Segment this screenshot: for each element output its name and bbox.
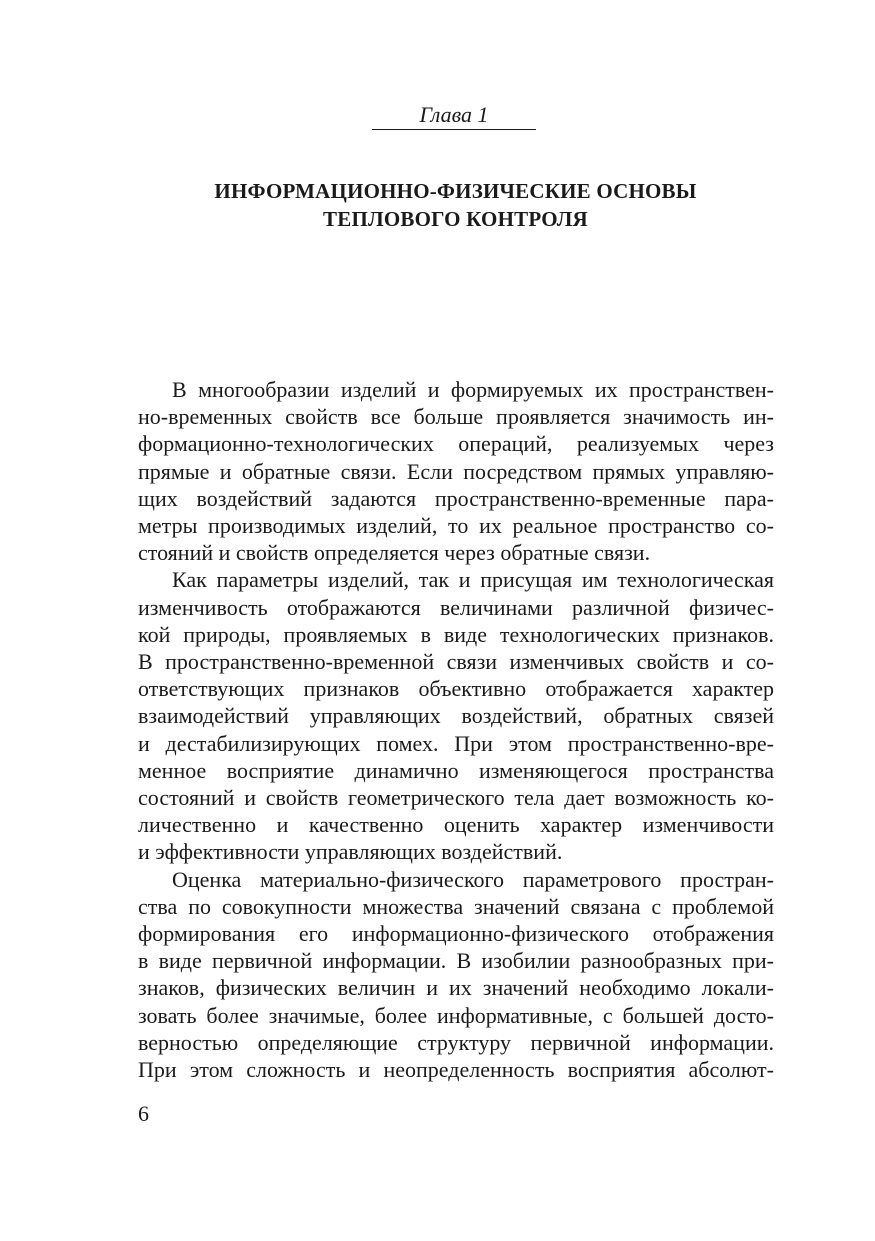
text-line: В многообразии изделий и формируемых их пространствен- <box>172 377 774 402</box>
chapter-label: Глава 1 <box>419 102 489 127</box>
chapter-title-line-1: ИНФОРМАЦИОННО-ФИЗИЧЕСКИЕ ОСНОВЫ <box>214 179 697 203</box>
text-line: и эффективности управляющих воздействий. <box>138 839 563 865</box>
text-line: ства по совокупности множества значений связана с проблемой <box>138 893 774 919</box>
text-line: Как параметры изделий, так и присущая им технологическая <box>172 567 774 593</box>
text-line: При этом сложность и неопределенность восприятия абсолют- <box>138 1057 774 1083</box>
text-line: в виде первичной информации. В изобилии разнообразных при- <box>138 948 774 974</box>
text-line: Оценка материально-физического параметрового простран- <box>172 866 774 892</box>
text-line: знаков, физических величин и их значений необходимо локали- <box>138 975 774 1001</box>
text-line: метры производимых изделий, то их реальное пространство со- <box>138 513 774 539</box>
chapter-title-line-2: ТЕПЛОВОГО КОНТРОЛЯ <box>323 207 588 231</box>
text-line: менное восприятие динамично изменяющегося пространства <box>138 757 774 783</box>
body-text <box>138 376 774 1083</box>
text-line: зовать более значимые, более информативные, с большей досто- <box>138 1002 774 1028</box>
text-line: верностью определяющие структуру первичной информации. <box>138 1029 774 1055</box>
text-line: состояний и свойств геометрического тела дает возможность ко- <box>138 785 774 811</box>
text-line: прямые и обратные связи. Если посредством прямых управляю- <box>138 458 774 484</box>
text-line: формационно-технологических операций, реализуемых через <box>138 431 774 457</box>
text-line: стояний и свойств определяется через обратные связи. <box>138 540 651 566</box>
paragraph-3 <box>138 866 774 1084</box>
text-line: формирования его информационно-физического отображения <box>138 921 774 947</box>
paragraph-1 <box>138 376 774 566</box>
text-line: ответствующих признаков объективно отображается характер <box>138 676 774 702</box>
chapter-label-underline <box>372 129 536 130</box>
text-line: личественно и качественно оценить характер изменчивости <box>138 812 774 838</box>
text-line: но-временных свойств все больше проявляется значимость ин- <box>138 404 774 430</box>
text-line: кой природы, проявляемых в виде технологических признаков. <box>138 621 774 647</box>
text-line: В пространственно-временной связи изменчивых свойств и со- <box>138 649 774 675</box>
text-line: изменчивость отображаются величинами различной физичес- <box>138 594 774 620</box>
text-line: взаимодействий управляющих воздействий, обратных связей <box>138 703 774 729</box>
text-line: и дестабилизирующих помех. При этом пространственно-вре- <box>138 730 774 756</box>
chapter-title <box>100 177 811 233</box>
page-number: 6 <box>138 1101 149 1126</box>
paragraph-2 <box>138 566 774 865</box>
text-line: щих воздействий задаются пространственно-временные пара- <box>138 485 774 511</box>
